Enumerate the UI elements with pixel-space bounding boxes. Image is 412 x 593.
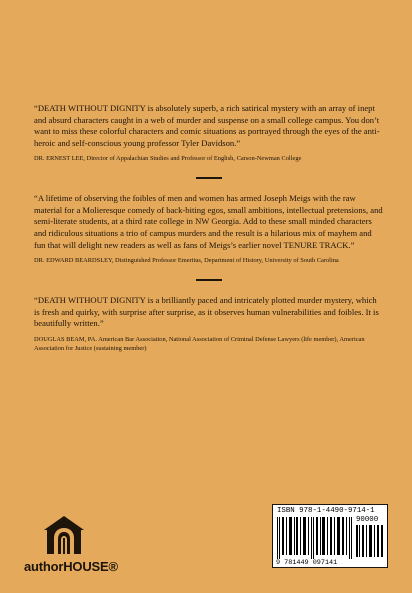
house-book-logo-icon <box>42 514 86 558</box>
review-quote: “DEATH WITHOUT DIGNITY is a brilliantly paced and intricately plotted murder mystery, which is fresh and quirky, with surprise after surprise, as it observes human vulnerabilities and foibles. It is beautifully written.” <box>34 294 379 329</box>
review-blurb-3 <box>34 295 384 353</box>
review-quote: “A lifetime of observing the foibles of men and women has armed Joseph Meigs with the raw material for a Molieresque comedy of back-biting egos, small ambitions, intellectual pretensions, and semi-literate students, at a third rate college in NW Georgia. Add to these small minded characters and ridiculous situations a trio of campus murders and the result is a hilarious mix of mayhem and fun that will delight new readers as well as fans of Meigs’s earlier novel TENURE TRACK.” <box>34 193 383 250</box>
review-blurb-2 <box>34 193 384 266</box>
price-code: 90000 <box>356 516 379 524</box>
isbn-barcode <box>272 504 388 568</box>
review-quote: “DEATH WITHOUT DIGNITY is absolutely superb, a rich satirical mystery with an array of inept and absurd characters caught in a web of murder and suspense on a small college campus. You don’t want to miss these colorful characters and comic situations as portrayed through the eyes of the anti-heroic and self-conscious young professor Tyler Davidson.” <box>34 103 380 148</box>
back-cover-content <box>34 103 384 353</box>
price-barcode-bars <box>356 525 384 557</box>
publisher-logo <box>24 514 118 574</box>
review-attribution: DOUGLAS BEAM, PA. American Bar Association, National Association of Criminal Defense Lawyers (life member), American Association for Justice (sustaining member) <box>34 335 365 352</box>
ean-barcode-bars <box>277 517 353 559</box>
review-attribution: DR. EDWARD BEARDSLEY, Distinguished Professor Emeritus, Department of History, University of South Carolina <box>34 257 339 265</box>
review-attribution: DR. ERNEST LEE, Director of Appalachian Studies and Professor of English, Carson-Newman College <box>34 155 302 163</box>
publisher-name: authorHOUSE® <box>24 559 118 574</box>
barcode-digits: 9 781449 097141 <box>276 559 338 567</box>
review-blurb-1 <box>34 103 384 164</box>
isbn-number: ISBN 978-1-4490-9714-1 <box>277 507 375 515</box>
divider <box>196 177 222 179</box>
divider <box>196 279 222 281</box>
